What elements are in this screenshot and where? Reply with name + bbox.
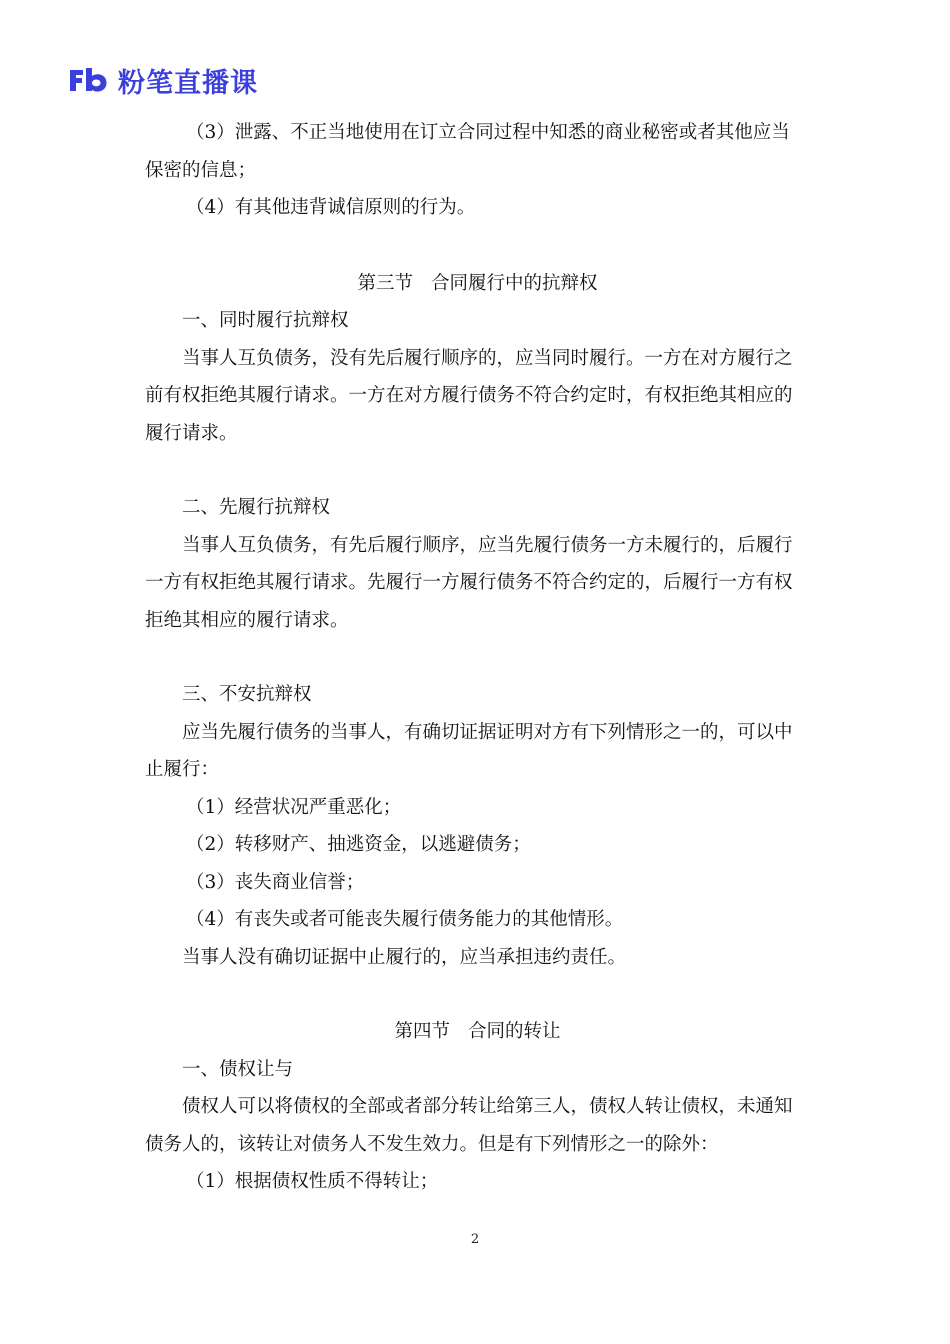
para-prior-line1: 当事人互负债务，有先后履行顺序，应当先履行债务一方未履行的，后履行 [182, 534, 793, 556]
list-item: （2）转移财产、抽逃资金，以逃避债务； [186, 834, 531, 855]
heading-unsafe-defense: 三、不安抗辩权 [182, 684, 312, 705]
spacer [145, 227, 810, 265]
section-4-heading [145, 1013, 810, 1051]
clause-3-line2: 保密的信息； [145, 159, 257, 181]
para-assignment-line1: 债权人可以将债权的全部或者部分转让给第三人，债权人转让债权，未通知 [182, 1096, 793, 1117]
para-liability: 当事人没有确切证据中止履行的，应当承担违约责任。 [182, 946, 627, 968]
para-simultaneous-line3: 履行请求。 [145, 422, 238, 444]
clause-3-line1: （3）泄露、不正当地使用在订立合同过程中知悉的商业秘密或者其他应当 [186, 122, 790, 143]
heading-assignment: 一、债权让与 [182, 1058, 294, 1080]
fb-logo-icon [66, 64, 110, 96]
para-assignment-line2: 债务人的，该转让对债务人不发生效力。但是有下列情形之一的除外： [145, 1133, 719, 1155]
page-number: 2 [470, 1232, 480, 1247]
brand-logo [66, 60, 258, 100]
spacer [145, 976, 810, 1013]
logo-text: 粉笔直播课 [118, 67, 258, 99]
spacer [145, 452, 810, 489]
para-prior-line3: 拒绝其相应的履行请求。 [145, 609, 349, 631]
list-item: （1）根据债权性质不得转让； [186, 1171, 439, 1192]
para-prior-line2: 一方有权拒绝其履行请求。先履行一方履行债务不符合约定的，后履行一方有权 [145, 572, 793, 593]
heading-prior-performance: 二、先履行抗辩权 [182, 497, 331, 518]
section-4-title: 合同的转让 [468, 1021, 561, 1042]
list-item: （4）有丧失或者可能丧失履行债务能力的其他情形。 [186, 909, 624, 930]
para-unsafe-line2: 止履行： [145, 759, 220, 780]
section-3-title: 合同履行中的抗辩权 [431, 272, 598, 294]
list-item: （3）丧失商业信誉； [186, 871, 365, 893]
section-4-number: 第四节 [394, 1021, 450, 1042]
spacer [145, 639, 810, 676]
section-3-number: 第三节 [357, 272, 413, 294]
section-3-heading [145, 265, 810, 303]
para-unsafe-line1: 应当先履行债务的当事人，有确切证据证明对方有下列情形之一的，可以中 [182, 721, 793, 743]
document-body [145, 114, 810, 1201]
clause-4: （4）有其他违背诚信原则的行为。 [186, 197, 476, 218]
para-simultaneous-line1: 当事人互负债务，没有先后履行顺序的，应当同时履行。一方在对方履行之 [182, 347, 793, 369]
heading-simultaneous-performance: 一、同时履行抗辩权 [182, 310, 349, 331]
para-simultaneous-line2: 前有权拒绝其履行请求。一方在对方履行债务不符合约定时，有权拒绝其相应的 [145, 385, 793, 406]
list-item: （1）经营状况严重恶化； [186, 796, 402, 818]
